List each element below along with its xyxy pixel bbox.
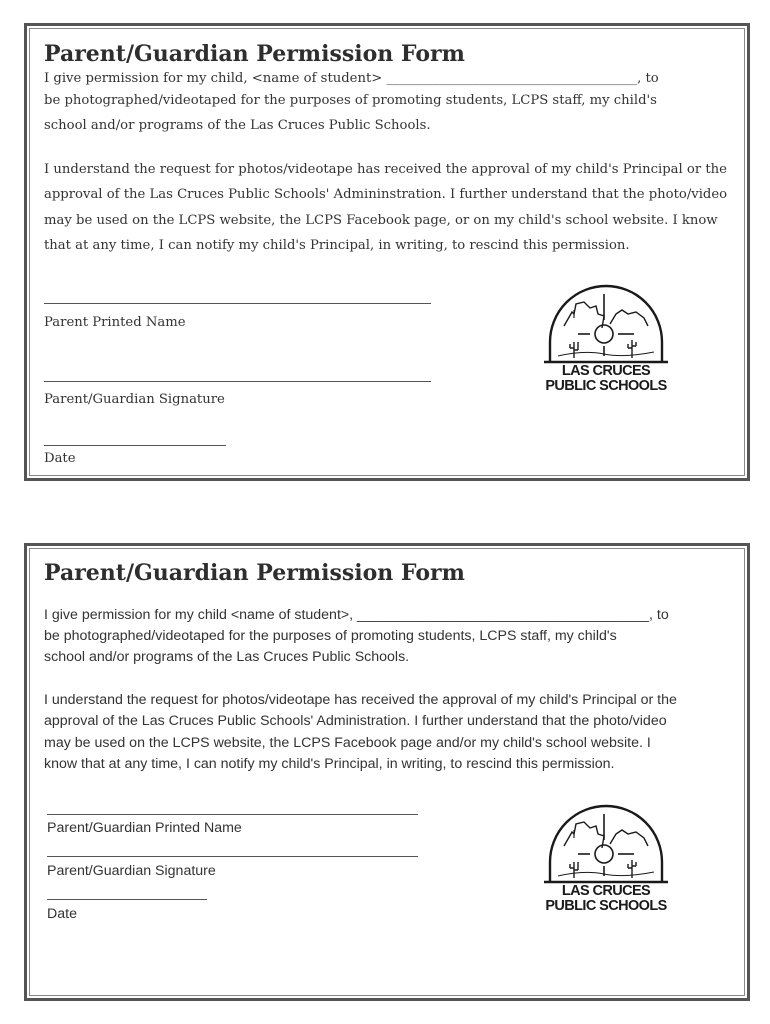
permission-form-1 bbox=[24, 23, 750, 481]
signature-line[interactable] bbox=[47, 856, 418, 857]
permission-text-line-3: school and/or programs of the Las Cruces Public Schools. bbox=[44, 649, 410, 665]
signature-line[interactable] bbox=[44, 381, 431, 382]
lcps-logo bbox=[544, 804, 668, 914]
understanding-text-line-4: that at any time, I can notify my child's Principal, in writing, to rescind this permission. bbox=[44, 238, 630, 253]
permission-text-line-2: be photographed/videotaped for the purposes of promoting students, LCPS staff, my child's bbox=[44, 93, 657, 108]
lcps-logo bbox=[544, 284, 668, 394]
understanding-text-line-4: know that at any time, I can notify my child's Principal, in writing, to rescind this permission. bbox=[44, 756, 615, 772]
logo-text-line-2: PUBLIC SCHOOLS bbox=[545, 378, 667, 394]
date-line[interactable] bbox=[44, 445, 226, 446]
printed-name-label: Parent/Guardian Printed Name bbox=[47, 820, 242, 836]
date-label: Date bbox=[47, 906, 77, 922]
lcps-logo-icon bbox=[544, 804, 668, 884]
permission-form-2 bbox=[24, 543, 750, 1001]
permission-text-line-1: I give permission for my child, <name of student> ______________________________________, to bbox=[44, 71, 659, 86]
printed-name-line[interactable] bbox=[47, 814, 418, 815]
permission-text-line-3: school and/or programs of the Las Cruces Public Schools. bbox=[44, 118, 431, 133]
understanding-text-line-2: approval of the Las Cruces Public Schools' Administration. I further understand that the photo/video bbox=[44, 713, 667, 729]
signature-label: Parent/Guardian Signature bbox=[47, 863, 216, 879]
date-label: Date bbox=[44, 451, 76, 466]
form-title: Parent/Guardian Permission Form bbox=[44, 41, 465, 67]
understanding-text-line-3: may be used on the LCPS website, the LCPS Facebook page, or on my child's school website. I know bbox=[44, 213, 718, 228]
permission-text-line-1: I give permission for my child <name of student>, _____________________________________, to bbox=[44, 607, 669, 623]
logo-text-line-1: LAS CRUCES bbox=[561, 883, 651, 899]
printed-name-line[interactable] bbox=[44, 303, 431, 304]
printed-name-label: Parent Printed Name bbox=[44, 315, 186, 330]
permission-text-line-2: be photographed/videotaped for the purposes of promoting students, LCPS staff, my child's bbox=[44, 628, 617, 644]
date-line[interactable] bbox=[47, 899, 207, 900]
understanding-text-line-1: I understand the request for photos/videotape has received the approval of my child's Principal or the bbox=[44, 162, 727, 177]
understanding-text-line-2: approval of the Las Cruces Public Schools' Admininstration. I further understand that the photo/video bbox=[44, 187, 728, 202]
lcps-logo-icon bbox=[544, 284, 668, 364]
understanding-text-line-1: I understand the request for photos/videotape has received the approval of my child's Principal or the bbox=[44, 692, 677, 708]
form-title: Parent/Guardian Permission Form bbox=[44, 560, 465, 586]
logo-text-line-1: LAS CRUCES bbox=[561, 363, 651, 379]
understanding-text-line-3: may be used on the LCPS website, the LCPS Facebook page and/or my child's school website. I bbox=[44, 735, 651, 751]
signature-label: Parent/Guardian Signature bbox=[44, 392, 225, 407]
logo-text-line-2: PUBLIC SCHOOLS bbox=[545, 898, 667, 914]
